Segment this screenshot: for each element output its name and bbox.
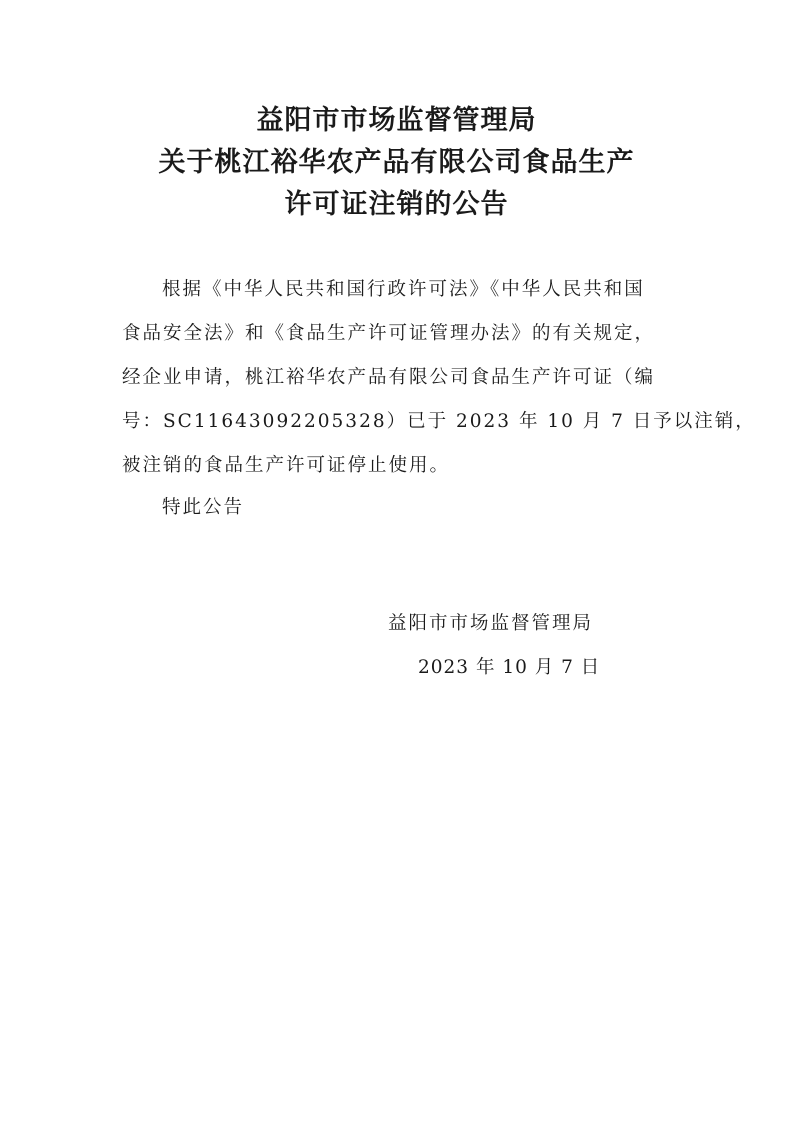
body-line: 食品安全法》和《食品生产许可证管理办法》的有关规定， xyxy=(122,323,656,344)
signature-date: 2023 年 10 月 7 日 xyxy=(418,657,601,678)
notice-body xyxy=(122,268,756,488)
closing-remark: 特此公告 xyxy=(162,497,245,518)
signature-issuer: 益阳市市场监督管理局 xyxy=(388,613,594,634)
title-line-subject: 关于桃江裕华农产品有限公司食品生产 xyxy=(158,147,635,178)
body-line: 号：SC11643092205328）已于 2023 年 10 月 7 日予以注销， xyxy=(122,411,756,432)
notice-title xyxy=(0,100,793,226)
body-line: 经企业申请，桃江裕华农产品有限公司食品生产许可证（编 xyxy=(122,367,656,388)
body-line: 被注销的食品生产许可证停止使用。 xyxy=(122,455,451,476)
body-line: 根据《中华人民共和国行政许可法》《中华人民共和国 xyxy=(162,279,645,300)
title-line-issuer: 益阳市市场监督管理局 xyxy=(256,105,537,136)
title-line-topic: 许可证注销的公告 xyxy=(284,189,509,220)
